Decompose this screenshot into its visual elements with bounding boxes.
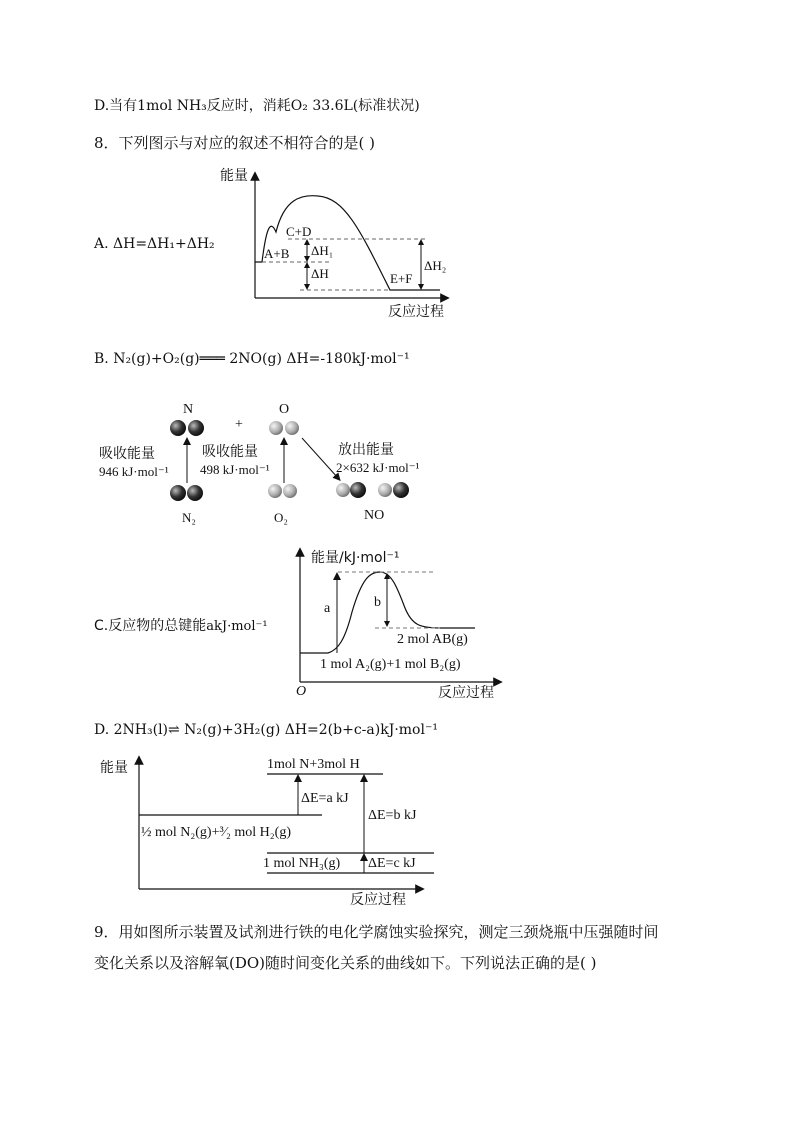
d-ylabel: 能量 [100,760,128,776]
d-deb-label: ΔE=b kJ [368,808,417,823]
d-dea-label: ΔE=a kJ [301,791,349,806]
b-o-atom-label: O [279,402,290,417]
b-o2-label: O₂ [274,510,288,525]
b-no-label: NO [364,508,385,523]
option-a-label: A. ΔH=ΔH₁+ΔH₂ [94,236,215,252]
option-7d: D.当有1mol NH₃反应时，消耗O₂ 33.6L(标准状况) [94,98,420,114]
c-origin: O [296,684,307,699]
c-label-a: a [324,601,331,616]
c-label-tail: akJ·mol⁻¹ [206,619,268,634]
a-ylabel: 能量 [220,168,248,184]
option-b-label: B. N₂(g)+O₂(g)═══ 2NO(g) ΔH=-180kJ·mol⁻¹ [94,351,410,367]
d-xlabel: 反应过程 [350,892,406,908]
a-label-ef: E+F [390,271,413,286]
a-label-ab: A+B [264,246,290,261]
b-energy-3: 2×632 kJ·mol⁻¹ [336,460,420,475]
c-label-text: C.反应物的总键能 [94,618,207,634]
b-absorb-1: 吸收能量 [99,446,155,462]
c-ylabel: 能量/kJ·mol⁻¹ [311,550,400,566]
question-9-line-1: 9．用如图所示装置及试剂进行铁的电化学腐蚀实验探究，测定三颈烧瓶中压强随时间 [94,923,659,941]
d-bottom-label: 1 mol NH₃(g) [263,856,341,871]
b-n-atom-label: N [183,402,194,417]
question-9-line-2: 变化关系以及溶解氧(DO)随时间变化关系的曲线如下。下列说法正确的是( ) [94,954,597,972]
a-label-cd: C+D [286,224,312,239]
d-top-label: 1mol N+3mol H [267,757,360,772]
a-label-dh1: ΔH₁ [311,243,334,258]
b-n2-label: N₂ [182,510,196,525]
b-energy-2: 498 kJ·mol⁻¹ [200,462,270,477]
c-xlabel: 反应过程 [438,685,494,701]
a-xlabel: 反应过程 [388,304,444,320]
option-d-label: D. 2NH₃(l)⇌ N₂(g)+3H₂(g) ΔH=2(b+c-a)kJ·mol⁻¹ [94,722,438,738]
d-mid-label: ½ mol N₂(g)+³⁄₂ mol H₂(g) [141,825,292,840]
c-product: 2 mol AB(g) [397,632,468,647]
a-label-dh: ΔH [311,266,329,281]
c-label-b: b [374,595,381,610]
b-plus: + [235,417,243,432]
a-label-dh2: ΔH₂ [424,258,447,273]
b-energy-1: 946 kJ·mol⁻¹ [99,464,169,479]
question-8-stem: 8．下列图示与对应的叙述不相符合的是( ) [94,134,376,152]
b-absorb-2: 吸收能量 [202,444,258,460]
b-release: 放出能量 [338,442,394,458]
d-dec-label: ΔE=c kJ [368,856,416,871]
c-reactant: 1 mol A₂(g)+1 mol B₂(g) [320,657,461,672]
